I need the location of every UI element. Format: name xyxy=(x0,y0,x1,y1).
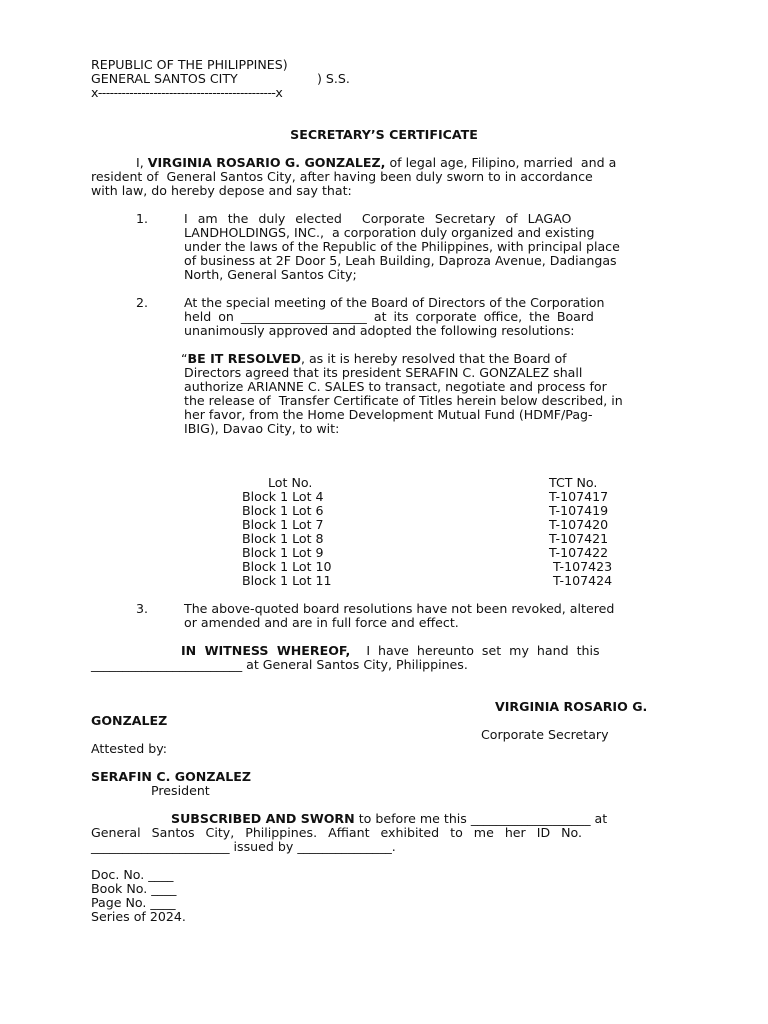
signatory-name-part-1: VIRGINIA ROSARIO G. xyxy=(495,699,648,714)
tct-cell: T-107424 xyxy=(549,573,613,588)
item-1-line: under the laws of the Republic of the Philippines, with principal place xyxy=(184,239,620,254)
resolution-line: authorize ARIANNE C. SALES to transact, negotiate and process for xyxy=(184,379,607,394)
signatory-role: Corporate Secretary xyxy=(481,727,609,742)
item-1-line: LANDHOLDINGS, INC., a corporation duly organized and existing xyxy=(184,225,595,240)
item-2-line: held on ____________________ at its corporate office, the Board xyxy=(184,309,594,324)
page-number: Page No. ____ xyxy=(91,895,176,910)
affiant-name: VIRGINIA ROSARIO G. GONZALEZ, xyxy=(147,155,386,170)
item-1-number: 1. xyxy=(136,211,149,226)
item-2-line: At the special meeting of the Board of Directors of the Corporation xyxy=(184,295,605,310)
witness-clause xyxy=(91,644,665,672)
witness-line-2: ________________________ at General Santos City, Philippines. xyxy=(91,657,468,672)
venue-line-2-right: ) S.S. xyxy=(317,71,350,86)
item-1-line: of business at 2F Door 5, Leah Building, Daproza Avenue, Dadiangas xyxy=(184,253,617,268)
signatory-name-part-2: GONZALEZ xyxy=(91,713,168,728)
president-name: SERAFIN C. GONZALEZ xyxy=(91,769,251,784)
resolution-line: Directors agreed that its president SERAFIN C. GONZALEZ shall xyxy=(184,365,583,380)
item-2-line: unanimously approved and adopted the following resolutions: xyxy=(184,323,575,338)
intro-prefix: I, xyxy=(136,155,144,170)
document-title: SECRETARY’S CERTIFICATE xyxy=(290,127,478,142)
resolution-text xyxy=(181,352,665,436)
resolution-line: IBIG), Davao City, to wit: xyxy=(184,421,340,436)
lot-cell: Block 1 Lot 11 xyxy=(242,573,332,588)
tct-cell: T-107420 xyxy=(549,517,609,532)
tct-header: TCT No. xyxy=(549,475,598,490)
lot-header: Lot No. xyxy=(268,475,313,490)
book-number: Book No. ____ xyxy=(91,881,177,896)
tct-cell: T-107422 xyxy=(549,545,609,560)
item-2-text xyxy=(184,296,665,338)
doc-number: Doc. No. ____ xyxy=(91,867,174,882)
intro-paragraph xyxy=(91,156,665,198)
resolution-line-1: , as it is hereby resolved that the Board of xyxy=(300,351,567,366)
item-3-line: or amended and are in full force and effect. xyxy=(184,615,459,630)
lot-cell: Block 1 Lot 7 xyxy=(242,517,324,532)
intro-line-3: with law, do hereby depose and say that: xyxy=(91,183,352,198)
lot-cell: Block 1 Lot 8 xyxy=(242,531,324,546)
jurat-line-2: General Santos City, Philippines. Affiant exhibited to me her ID No. xyxy=(91,825,583,840)
lot-cell: Block 1 Lot 10 xyxy=(242,559,332,574)
jurat xyxy=(91,812,665,854)
item-3-number: 3. xyxy=(136,601,149,616)
venue-separator: x---------------------------------------------x xyxy=(91,85,283,100)
open-quote: “ xyxy=(181,351,188,366)
item-1-text xyxy=(184,212,665,282)
item-3-line: The above-quoted board resolutions have not been revoked, altered xyxy=(184,601,615,616)
lot-cell: Block 1 Lot 4 xyxy=(242,489,324,504)
series-year: Series of 2024. xyxy=(91,909,186,924)
tct-cell: T-107423 xyxy=(549,559,613,574)
lot-cell: Block 1 Lot 6 xyxy=(242,503,324,518)
in-witness-whereof: IN WITNESS WHEREOF, xyxy=(181,643,351,658)
item-1-line: North, General Santos City; xyxy=(184,267,357,282)
intro-line-1: of legal age, Filipino, married and a xyxy=(389,155,617,170)
tct-cell: T-107417 xyxy=(549,489,609,504)
venue-line-2-left: GENERAL SANTOS CITY xyxy=(91,71,238,86)
resolution-line: the release of Transfer Certificate of Titles herein below described, in xyxy=(184,393,623,408)
tct-cell: T-107419 xyxy=(549,503,609,518)
item-1-line: I am the duly elected Corporate Secretary of LAGAO xyxy=(184,211,572,226)
lot-cell: Block 1 Lot 9 xyxy=(242,545,324,560)
jurat-line-1: to before me this ___________________ at xyxy=(358,811,608,826)
subscribed-and-sworn: SUBSCRIBED AND SWORN xyxy=(171,811,355,826)
attested-label: Attested by: xyxy=(91,741,168,756)
be-it-resolved: BE IT RESOLVED xyxy=(187,351,301,366)
jurat-line-3: ______________________ issued by _______________. xyxy=(91,839,396,854)
item-3-text xyxy=(184,602,665,630)
resolution-line: her favor, from the Home Development Mutual Fund (HDMF/Pag- xyxy=(184,407,593,422)
item-2-number: 2. xyxy=(136,295,149,310)
intro-line-2: resident of General Santos City, after having been duly sworn to in accordance xyxy=(91,169,593,184)
witness-line-1: I have hereunto set my hand this xyxy=(366,643,600,658)
president-role: President xyxy=(151,783,210,798)
venue-line-1: REPUBLIC OF THE PHILIPPINES) xyxy=(91,57,288,72)
tct-cell: T-107421 xyxy=(549,531,609,546)
